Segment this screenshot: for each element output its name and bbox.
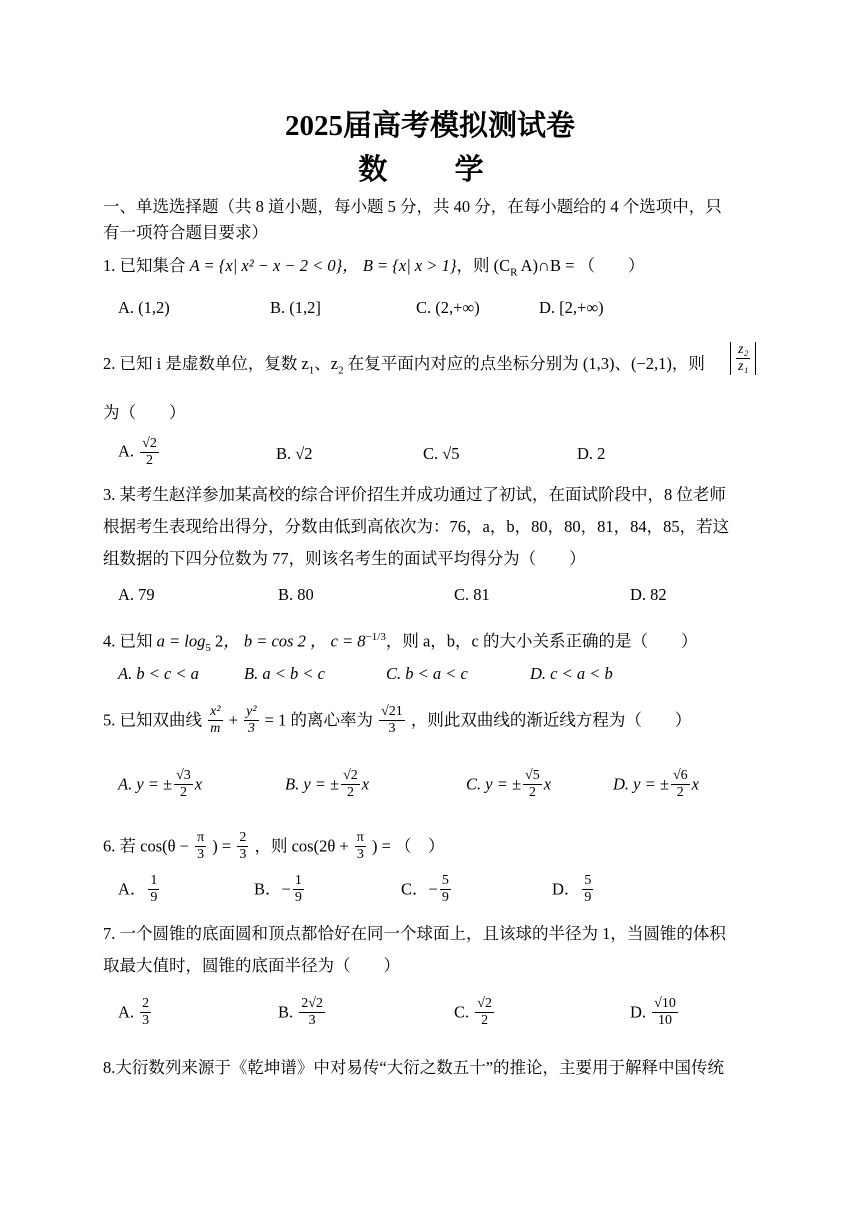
q6-stem-d: ) = （ ） (372, 836, 445, 856)
q5-f1-den: m (210, 721, 221, 737)
q1-prefix: 1. 已知集合 (103, 256, 190, 275)
q5-option-b (285, 768, 369, 801)
q2-stem-c: 在复平面内对应的点坐标分别为 (1,3)、(−2,1)，则 (343, 354, 705, 373)
q6-opt-d-den: 9 (584, 890, 592, 906)
q6-three-2: 3 (356, 847, 364, 863)
q5-opt-d-num: √6 (671, 768, 690, 785)
q7-opt-a-num: 2 (140, 996, 151, 1013)
q2-stem-end: 为（ ） (103, 403, 186, 422)
q4-option-d: D. c < a < b (530, 664, 613, 683)
q7-opt-b-den: 3 (308, 1013, 316, 1029)
question-5-stem (103, 704, 691, 737)
q5-eq: = 1 的离心率为 (264, 710, 373, 730)
q6-opt-d-label: D． (552, 879, 581, 899)
q5-option-a (118, 768, 202, 801)
q6-opt-c-den: 9 (441, 890, 449, 906)
q5-opt-c-num: √5 (523, 768, 542, 785)
q5-opt-c-label: C. y = ± (466, 774, 522, 794)
q1-ask-sub: R (510, 266, 518, 279)
q1-ask: ，则 (C (456, 256, 511, 275)
q2-opt-a-den: 2 (146, 453, 154, 469)
q5-opt-d-label: D. y = ± (613, 774, 669, 794)
q1-option-d: D. [2,+∞) (539, 298, 604, 317)
q4-b-expr: ， b = cos 2 ， c = 8 (223, 631, 366, 651)
q6-pi-2: π (355, 830, 366, 847)
q6-stem-c: ，则 cos(2θ + (254, 836, 349, 856)
q5-f1-num: x² (208, 704, 222, 721)
section-header-cont: 有一项符合题目要求） (103, 223, 268, 242)
q3-option-b: B. 80 (278, 585, 314, 604)
q6-option-c (401, 873, 453, 906)
q6-opt-c-num: 5 (440, 873, 451, 890)
q5-f2-num: y² (244, 704, 258, 721)
q1-ask-tail: A)∩B = （ ） (517, 256, 645, 275)
q7-opt-d-num: √10 (652, 996, 678, 1013)
q6-val-num: 2 (237, 830, 248, 847)
q3-option-a: A. 79 (118, 585, 155, 604)
section-header: 一、单选选择题（共 8 道小题，每小题 5 分，共 40 分，在每小题给的 4 个选项中，只 (103, 197, 722, 216)
q2-option-b: B. √2 (276, 444, 313, 463)
q4-option-b: B. a < b < c (244, 664, 325, 683)
q6-stem-b: ) = (212, 836, 232, 856)
q5-opt-a-den: 2 (179, 785, 187, 801)
q6-opt-d-num: 5 (582, 873, 593, 890)
q7-opt-c-num: √2 (475, 996, 494, 1013)
q6-three-1: 3 (197, 847, 205, 863)
q1-set-b: ， B = {x| x > 1} (342, 256, 457, 275)
q5-e-num: √21 (379, 704, 405, 721)
q2-abs-fraction (730, 342, 756, 375)
q3-option-c: C. 81 (454, 585, 490, 604)
q2-sub2: 2 (338, 364, 344, 377)
q6-stem-a: 6. 若 cos(θ − (103, 836, 189, 856)
q5-opt-b-den: 2 (346, 785, 354, 801)
q6-val-den: 3 (239, 847, 247, 863)
q1-option-a: A. (1,2) (118, 298, 170, 317)
q5-opt-c-den: 2 (528, 785, 536, 801)
q7-opt-b-label: B. (278, 1002, 294, 1022)
q1-option-b: B. (1,2] (270, 298, 321, 317)
q2-frac-den: z₁ (738, 359, 749, 375)
q6-opt-b-label: B．− (254, 879, 291, 899)
q7-option-b (278, 996, 327, 1029)
q5-stem-a: 5. 已知双曲线 (103, 710, 202, 730)
q7-option-d (630, 996, 680, 1029)
q6-opt-b-den: 9 (294, 890, 302, 906)
question-7-line2: 取最大值时，圆锥的底面半径为（ ） (103, 956, 400, 975)
q2-stem-b: 、z (314, 354, 339, 373)
q4-a-tail: 2 (210, 631, 224, 651)
q5-opt-d-den: 2 (676, 785, 684, 801)
q1-option-c: C. (2,+∞) (416, 298, 480, 317)
q6-opt-a-num: 1 (148, 873, 159, 890)
q6-opt-c-label: C．− (401, 879, 438, 899)
q5-option-d (613, 768, 699, 801)
q5-opt-b-x: x (361, 774, 370, 794)
question-3-line3: 组数据的下四分位数为 77，则该名考生的面试平均得分为（ ） (103, 549, 586, 568)
q2-sub1: 1 (308, 364, 315, 377)
q3-option-d: D. 82 (630, 585, 667, 604)
q1-set-a: A = {x| x² − x − 2 < 0} (189, 256, 343, 275)
question-1-stem (103, 258, 645, 278)
q2-option-a (118, 436, 161, 469)
page-title: 2025届高考模拟测试卷 (284, 110, 575, 142)
q4-a-sub: 5 (205, 641, 211, 654)
q5-opt-a-label: A. y = ± (118, 774, 173, 794)
q4-stem-b: ，则 a，b，c 的大小关系正确的是（ ） (385, 631, 698, 651)
q6-option-d (552, 873, 595, 906)
q5-opt-a-num: √3 (174, 768, 193, 785)
q2-option-c: C. √5 (423, 444, 460, 463)
q6-pi-1: π (195, 830, 206, 847)
question-2-stem (103, 356, 705, 376)
question-8-line1: 8.大衍数列来源于《乾坤谱》中对易传“大衍之数五十”的推论，主要用于解释中国传统 (103, 1058, 725, 1077)
question-6-stem (103, 830, 445, 863)
q7-option-c (454, 996, 496, 1029)
q2-option-d: D. 2 (577, 444, 606, 463)
q5-e-den: 3 (388, 721, 396, 737)
q5-plus: + (228, 710, 238, 730)
q2-opt-a-num: √2 (140, 436, 159, 453)
q5-option-c (466, 768, 551, 801)
q7-opt-d-label: D. (630, 1002, 647, 1022)
q2-frac-num: z₂ (736, 342, 750, 359)
q7-opt-d-den: 10 (658, 1013, 673, 1029)
q4-a-expr: a = log (156, 631, 206, 651)
q4-c-sup: −1/3 (365, 631, 386, 643)
subject-title: 数 学 (358, 154, 514, 186)
q5-opt-b-num: √2 (341, 768, 360, 785)
q7-opt-a-label: A. (118, 1002, 135, 1022)
q6-opt-a-den: 9 (150, 890, 158, 906)
q6-option-b (254, 873, 306, 906)
q4-stem-a: 4. 已知 (103, 631, 157, 651)
q7-opt-c-label: C. (454, 1002, 470, 1022)
question-3-line2: 根据考生表现给出得分，分数由低到高依次为：76，a，b，80，80，81，84，85，若这 (103, 517, 730, 536)
q4-option-a: A. b < c < a (118, 664, 199, 683)
q7-option-a (118, 996, 153, 1029)
q5-f2-den: 3 (247, 721, 255, 737)
q7-opt-b-num: 2√2 (299, 996, 325, 1013)
q2-stem-a: 2. 已知 i 是虚数单位，复数 z (103, 354, 309, 373)
q4-option-c: C. b < a < c (386, 664, 468, 683)
q5-opt-a-x: x (194, 774, 203, 794)
q5-stem-b: ，则此双曲线的渐近线方程为（ ） (410, 710, 692, 730)
q5-opt-d-x: x (691, 774, 699, 794)
q5-opt-b-label: B. y = ± (285, 774, 340, 794)
q7-opt-c-den: 2 (481, 1013, 489, 1029)
q7-opt-a-den: 3 (142, 1013, 150, 1029)
q2-opt-a-label: A. (118, 441, 135, 461)
q6-option-a (118, 873, 161, 906)
question-3-line1: 3. 某考生赵洋参加某高校的综合评价招生并成功通过了初试，在面试阶段中，8 位老师 (103, 485, 726, 504)
question-7-line1: 7. 一个圆锥的底面圆和顶点都恰好在同一个球面上，且该球的半径为 1，当圆锥的体积 (103, 924, 726, 943)
q6-opt-a-label: A． (118, 879, 147, 899)
q6-opt-b-num: 1 (293, 873, 304, 890)
q5-opt-c-x: x (543, 774, 552, 794)
question-4-stem (103, 632, 697, 654)
